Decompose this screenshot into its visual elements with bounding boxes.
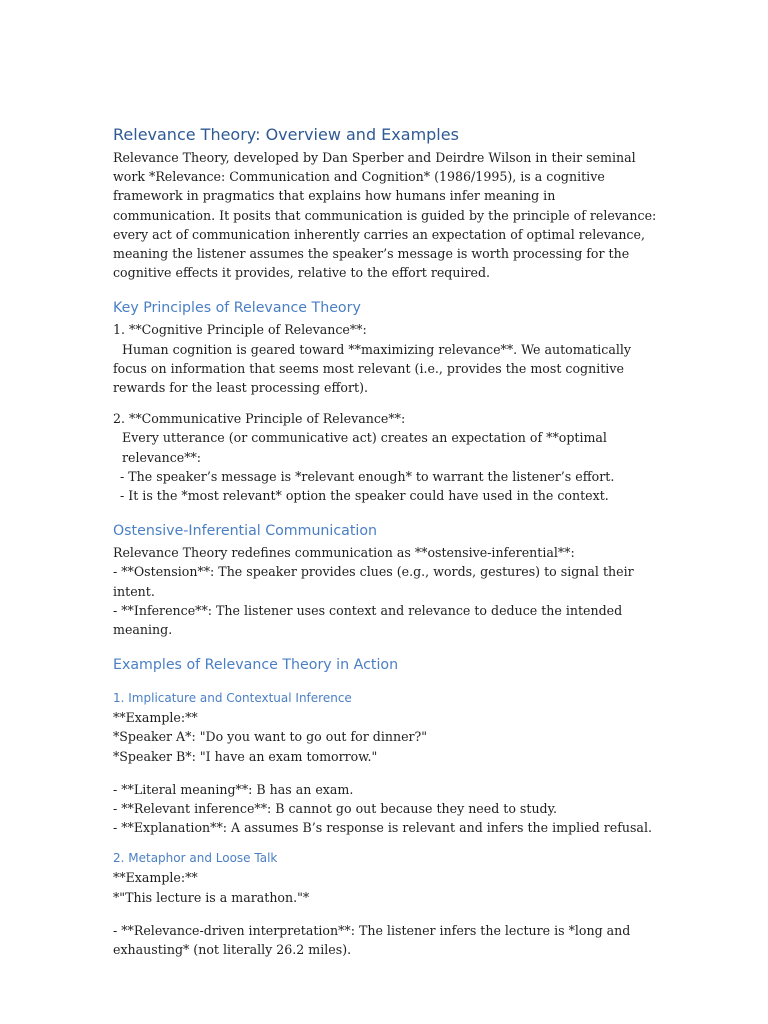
ostensive-intro: Relevance Theory redefines communication as **ostensive-inferential**: bbox=[113, 545, 575, 561]
example-1-heading: 1. Implicature and Contextual Inference bbox=[113, 691, 352, 706]
principle-1-body: Human cognition is geared toward **maximizing relevance**. We automatically focus on information that seems most relevant (i.e., provides the most cognitive rewards for the least processing effort). bbox=[113, 341, 632, 396]
intro-paragraph: Relevance Theory, developed by Dan Sperber and Deirdre Wilson in their seminal work *Relevance: Communication and Cognition* (1986/1995), is a cognitive framework in pragmatics that explains how humans infer meaning in communication. It posits that communication is guided by the principle of relevance: every act of communication inherently carries an expectation of optimal relevance, meaning the listener assumes the speaker’s message is worth processing for the cognitive effects it provides, relative to the effort required. bbox=[113, 150, 657, 281]
example-1-bullet: - **Relevant inference**: B cannot go out because they need to study. bbox=[113, 801, 558, 817]
example-2-label: **Example:** bbox=[113, 870, 198, 886]
principle-2-body: Every utterance (or communicative act) creates an expectation of **optimal relevance**: bbox=[122, 430, 607, 465]
example-2-heading: 2. Metaphor and Loose Talk bbox=[113, 851, 278, 866]
example-1-bullet: - **Literal meaning**: B has an exam. bbox=[113, 781, 354, 797]
ostensive-heading: Ostensive-Inferential Communication bbox=[113, 523, 378, 540]
principle-2-bullet: - The speaker’s message is *relevant enough* to warrant the listener’s effort. bbox=[120, 468, 615, 484]
ostensive-bullet: - **Ostension**: The speaker provides clues (e.g., words, gestures) to signal their intent. bbox=[113, 564, 634, 599]
key-principles-heading: Key Principles of Relevance Theory bbox=[113, 300, 361, 317]
example-1-label: **Example:** bbox=[113, 710, 198, 726]
example-1-line: *Speaker A*: "Do you want to go out for dinner?" bbox=[113, 729, 428, 745]
principle-2-bullet: - It is the *most relevant* option the speaker could have used in the context. bbox=[120, 488, 609, 504]
example-1-line: *Speaker B*: "I have an exam tomorrow." bbox=[113, 748, 378, 764]
example-2-bullet: - **Relevance-driven interpretation**: The listener infers the lecture is *long and exhausting* (not literally 26.2 miles). bbox=[113, 922, 631, 958]
principle-1-title: 1. **Cognitive Principle of Relevance**: bbox=[113, 322, 367, 338]
example-2-quote: *"This lecture is a marathon."* bbox=[113, 889, 310, 905]
ostensive-bullet: - **Inference**: The listener uses context and relevance to deduce the intended meaning. bbox=[113, 602, 623, 638]
document-page bbox=[113, 124, 658, 959]
examples-heading: Examples of Relevance Theory in Action bbox=[113, 657, 399, 674]
document-title: Relevance Theory: Overview and Examples bbox=[113, 125, 459, 144]
principle-2-title: 2. **Communicative Principle of Relevance**: bbox=[113, 411, 406, 427]
example-1-bullet: - **Explanation**: A assumes B’s response is relevant and infers the implied refusal. bbox=[113, 820, 652, 836]
